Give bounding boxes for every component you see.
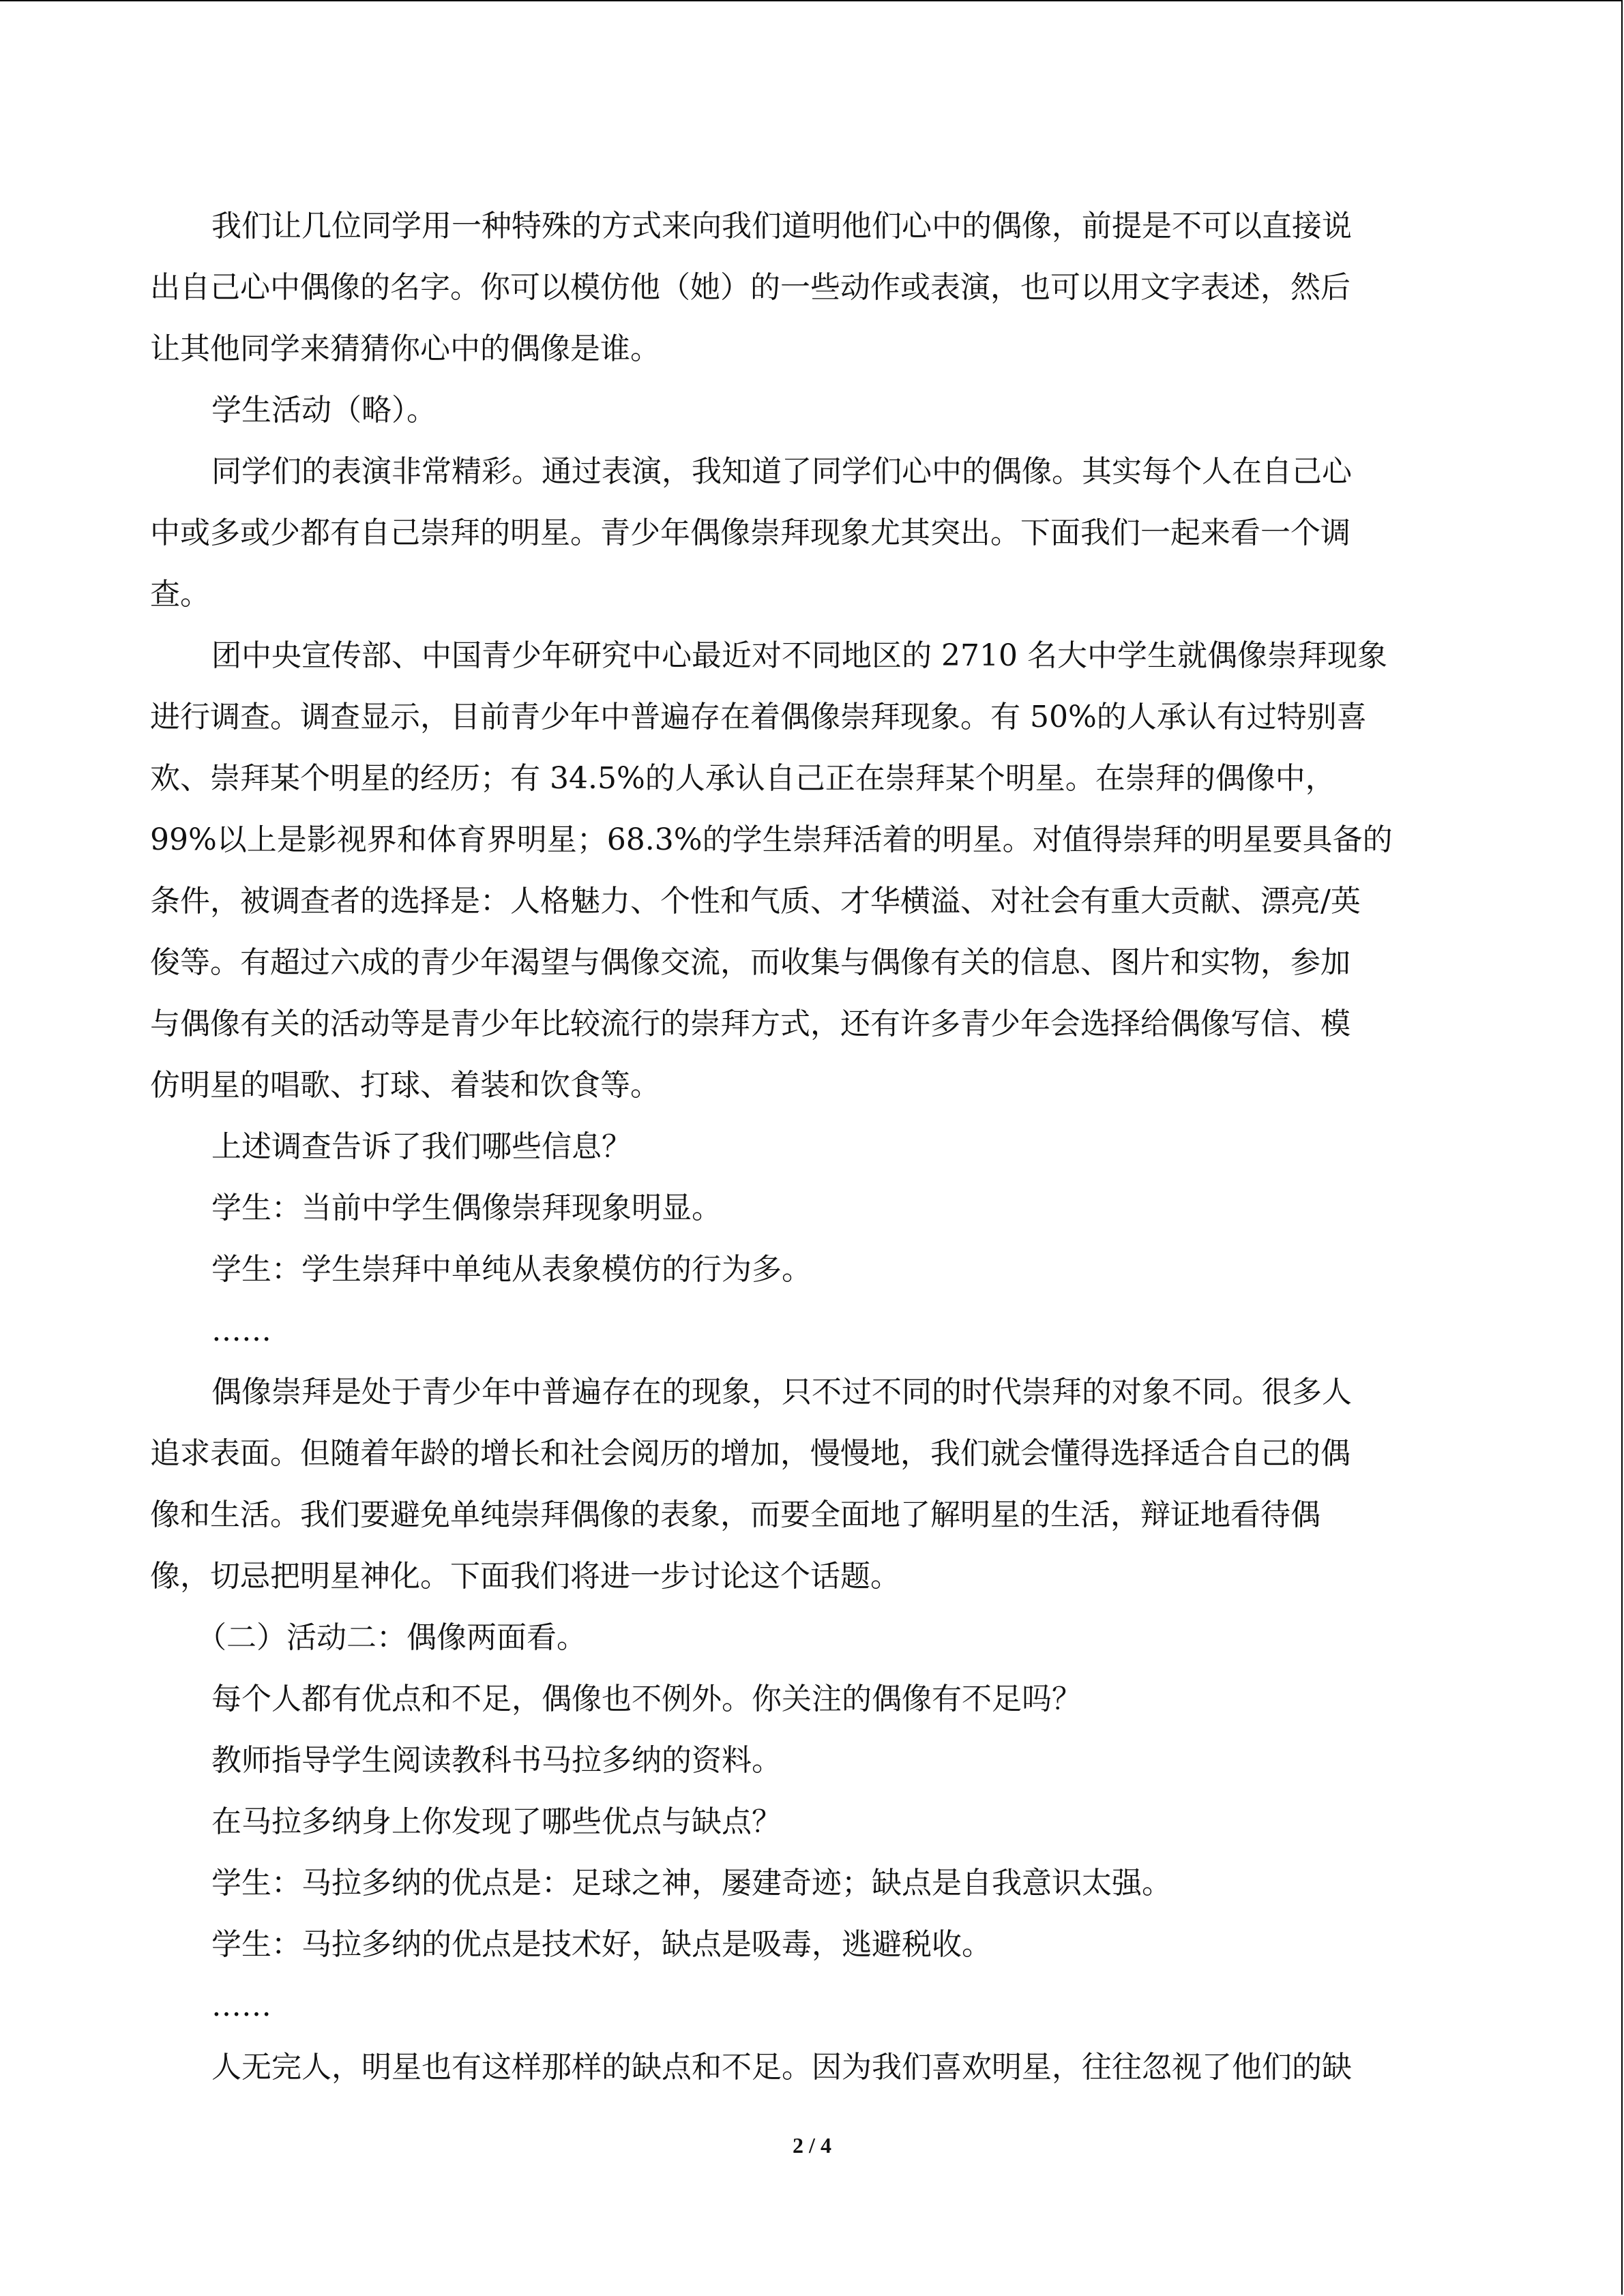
paragraph-line: 每个人都有优点和不足，偶像也不例外。你关注的偶像有不足吗？: [211, 1682, 1082, 1716]
paragraph-line: 出自己心中偶像的名字。你可以模仿他（她）的一些动作或表演，也可以用文字表述，然后: [150, 270, 1350, 305]
paragraph-line: 俊等。有超过六成的青少年渴望与偶像交流，而收集与偶像有关的信息、图片和实物，参加: [150, 945, 1350, 980]
paragraph-line: 中或多或少都有自己崇拜的明星。青少年偶像崇拜现象尤其突出。下面我们一起来看一个调: [150, 516, 1350, 550]
ellipsis-line: ……: [211, 1988, 271, 2023]
paragraph-line: 学生：学生崇拜中单纯从表象模仿的行为多。: [211, 1252, 812, 1287]
paragraph-line: 让其他同学来猜猜你心中的偶像是谁。: [150, 331, 660, 366]
paragraph-line: 学生：马拉多纳的优点是技术好，缺点是吸毒，逃避税收。: [211, 1927, 992, 1962]
paragraph-line: 进行调查。调查显示，目前青少年中普遍存在着偶像崇拜现象。有 50%的人承认有过特别喜: [150, 700, 1367, 734]
page-number: 2 / 4: [793, 2133, 831, 2158]
paragraph-line: 仿明星的唱歌、打球、着装和饮食等。: [150, 1068, 660, 1103]
paragraph-line: 偶像崇拜是处于青少年中普遍存在的现象，只不过不同的时代崇拜的对象不同。很多人: [211, 1375, 1352, 1410]
ellipsis-line: ……: [211, 1313, 271, 1348]
paragraph-line: 像，切忌把明星神化。下面我们将进一步讨论这个话题。: [150, 1559, 900, 1594]
paragraph-line: 同学们的表演非常精彩。通过表演，我知道了同学们心中的偶像。其实每个人在自己心: [211, 454, 1352, 489]
paragraph-line: 我们让几位同学用一种特殊的方式来向我们道明他们心中的偶像，前提是不可以直接说: [211, 209, 1352, 243]
paragraph-line: 查。: [150, 577, 210, 612]
paragraph-line: 学生活动（略）。: [211, 393, 437, 428]
paragraph-line: 上述调查告诉了我们哪些信息？: [211, 1129, 632, 1164]
paragraph-line: 团中央宣传部、中国青少年研究中心最近对不同地区的 2710 名大中学生就偶像崇拜现象: [211, 638, 1387, 673]
section-heading: （二）活动二：偶像两面看。: [196, 1620, 587, 1655]
paragraph-line: 人无完人，明星也有这样那样的缺点和不足。因为我们喜欢明星，往往忽视了他们的缺: [211, 2050, 1352, 2085]
paragraph-line: 学生：当前中学生偶像崇拜现象明显。: [211, 1191, 722, 1225]
paragraph-line: 像和生活。我们要避免单纯崇拜偶像的表象，而要全面地了解明星的生活，辩证地看待偶: [150, 1497, 1320, 1532]
paragraph-line: 教师指导学生阅读教科书马拉多纳的资料。: [211, 1743, 782, 1778]
paragraph-line: 在马拉多纳身上你发现了哪些优点与缺点？: [211, 1804, 782, 1839]
paragraph-line: 学生：马拉多纳的优点是：足球之神，屡建奇迹；缺点是自我意识太强。: [211, 1866, 1172, 1900]
paragraph-line: 条件，被调查者的选择是：人格魅力、个性和气质、才华横溢、对社会有重大贡献、漂亮/英: [150, 884, 1361, 919]
paragraph-line: 99%以上是影视界和体育界明星；68.3%的学生崇拜活着的明星。对值得崇拜的明星要具备的: [150, 822, 1393, 857]
paragraph-line: 欢、崇拜某个明星的经历；有 34.5%的人承认自己正在崇拜某个明星。在崇拜的偶像中，: [150, 761, 1335, 796]
paragraph-line: 与偶像有关的活动等是青少年比较流行的崇拜方式，还有许多青少年会选择给偶像写信、模: [150, 1007, 1350, 1041]
paragraph-line: 追求表面。但随着年龄的增长和社会阅历的增加，慢慢地，我们就会懂得选择适合自己的偶: [150, 1436, 1350, 1471]
